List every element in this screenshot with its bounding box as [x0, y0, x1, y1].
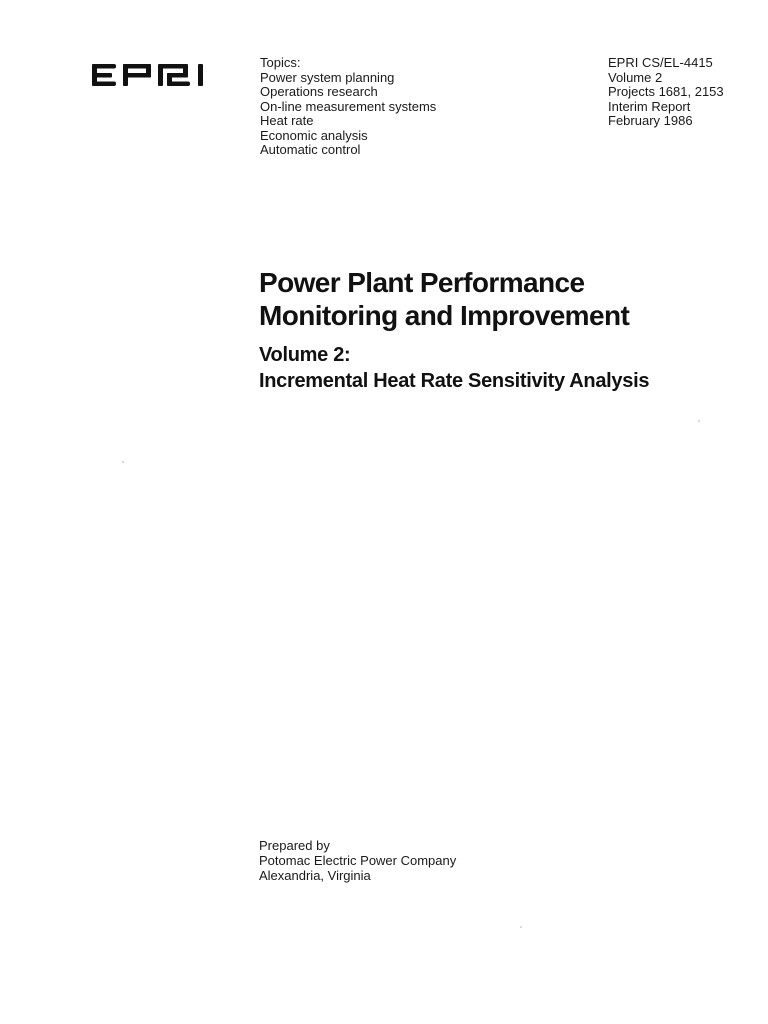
- subtitle-line-1: Volume 2:: [259, 344, 351, 366]
- scan-speck: [122, 461, 124, 463]
- scan-speck: [520, 926, 522, 928]
- prepared-label: Prepared by: [259, 838, 330, 853]
- topics-heading: Topics:: [260, 55, 301, 70]
- topic-item: Heat rate: [260, 113, 314, 128]
- report-type: Interim Report: [608, 98, 691, 114]
- report-number: EPRI CS/EL-4415: [608, 55, 713, 70]
- epri-logo: [92, 62, 210, 88]
- document-title: [259, 266, 629, 332]
- epri-logo-graphic: [92, 62, 210, 88]
- report-projects: Projects 1681, 2153: [608, 84, 724, 99]
- prepared-organization: Potomac Electric Power Company: [259, 853, 457, 868]
- document-subtitle: [259, 342, 649, 394]
- title-line-1: Power Plant Performance: [259, 267, 585, 298]
- report-date: February 1986: [608, 113, 693, 128]
- title-line-2: Monitoring and Improvement: [259, 300, 630, 331]
- topic-item: On-line measurement systems: [260, 98, 437, 114]
- topic-item: Operations research: [260, 84, 378, 99]
- topics-list: [260, 56, 436, 158]
- prepared-location: Alexandria, Virginia: [259, 868, 371, 883]
- topic-item: Economic analysis: [260, 127, 368, 143]
- subtitle-line-2: Incremental Heat Rate Sensitivity Analysis: [259, 370, 650, 392]
- scan-speck: [698, 420, 700, 422]
- topic-item: Automatic control: [260, 142, 361, 157]
- topic-item: Power system planning: [260, 69, 395, 85]
- report-volume: Volume 2: [608, 69, 663, 85]
- report-info: [608, 56, 724, 129]
- prepared-by-block: [259, 838, 456, 883]
